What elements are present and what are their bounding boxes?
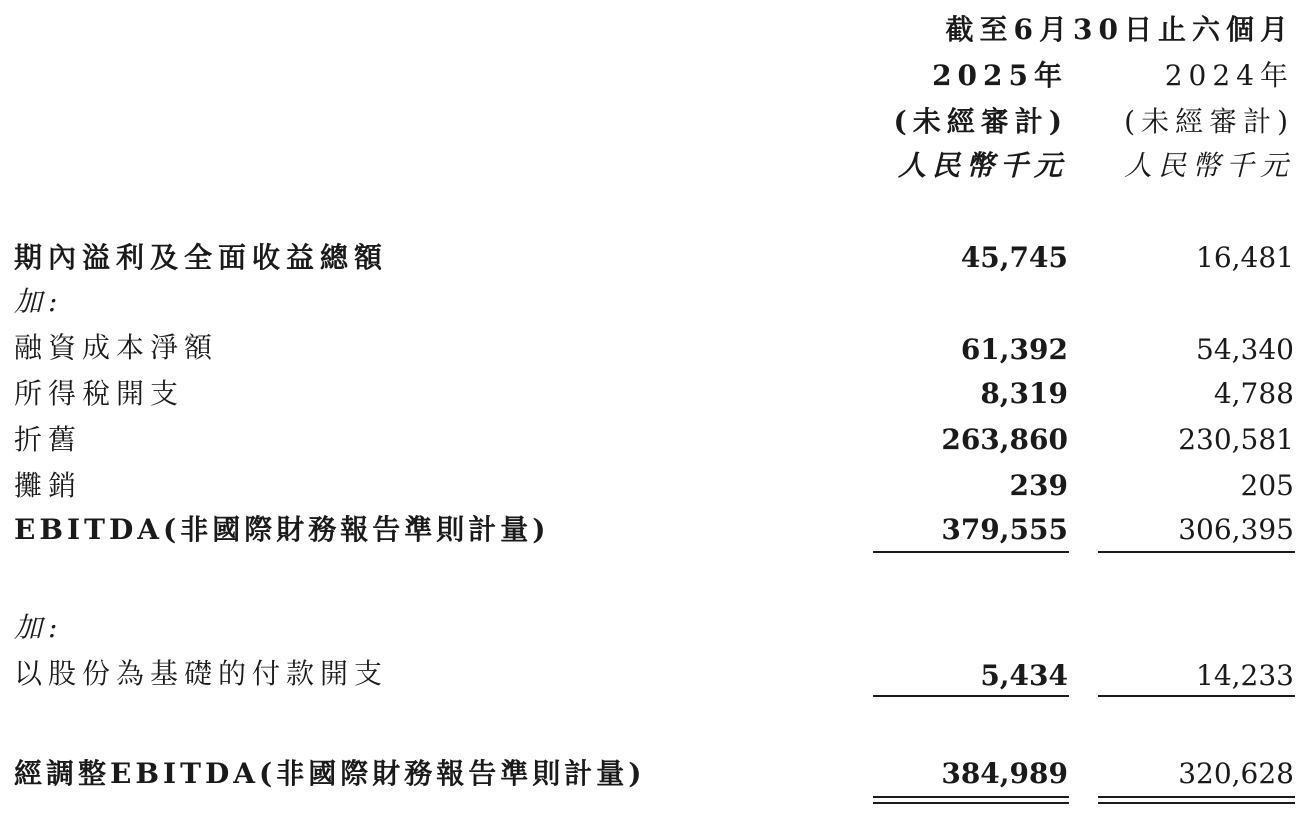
- period-header: 截至6月30日止六個月: [945, 13, 1294, 46]
- depreciation-2025: 263,860: [941, 423, 1068, 456]
- share-payment-2024-underline: [1098, 695, 1295, 697]
- ebitda-2025-underline: [873, 551, 1069, 553]
- adjusted-ebitda-2025: 384,989: [941, 757, 1068, 790]
- col-2025-unit: 人民幣千元: [897, 149, 1068, 182]
- add-label-2: 加:: [14, 611, 64, 644]
- col-2025-audit: (未經審計): [893, 105, 1068, 138]
- adjusted-ebitda-2024: 320,628: [1178, 757, 1294, 790]
- adjusted-ebitda-2024-double-underline-bottom: [1098, 802, 1295, 804]
- adjusted-ebitda-2025-double-underline-top: [873, 796, 1069, 798]
- adjusted-ebitda-label: 經調整EBITDA(非國際財務報告準則計量): [14, 757, 646, 790]
- finance-cost-2025: 61,392: [960, 333, 1068, 366]
- amortization-label: 攤銷: [14, 469, 83, 502]
- share-payment-label: 以股份為基礎的付款開支: [14, 657, 389, 690]
- amortization-2024: 205: [1240, 469, 1294, 502]
- share-payment-2025-underline: [873, 695, 1069, 697]
- ebitda-2024: 306,395: [1178, 513, 1294, 546]
- total-profit-label: 期內溢利及全面收益總額: [14, 241, 389, 274]
- col-2025-year: 2025年: [932, 59, 1068, 92]
- col-2024-unit: 人民幣千元: [1123, 149, 1294, 182]
- total-profit-2025: 45,745: [960, 241, 1068, 274]
- income-tax-2024: 4,788: [1213, 377, 1294, 410]
- finance-cost-label: 融資成本淨額: [14, 331, 219, 364]
- depreciation-2024: 230,581: [1178, 423, 1294, 456]
- col-2024-year: 2024年: [1164, 59, 1294, 92]
- depreciation-label: 折舊: [14, 423, 83, 456]
- col-2024-audit: (未經審計): [1124, 105, 1294, 138]
- total-profit-2024: 16,481: [1196, 241, 1294, 274]
- ebitda-2024-underline: [1098, 551, 1295, 553]
- finance-cost-2024: 54,340: [1196, 333, 1294, 366]
- amortization-2025: 239: [1009, 469, 1068, 502]
- income-tax-label: 所得稅開支: [14, 377, 185, 410]
- adjusted-ebitda-2024-double-underline-top: [1098, 796, 1295, 798]
- ebitda-2025: 379,555: [941, 513, 1068, 546]
- share-payment-2024: 14,233: [1196, 659, 1294, 692]
- share-payment-2025: 5,434: [980, 659, 1068, 692]
- add-label: 加:: [14, 285, 64, 318]
- income-tax-2025: 8,319: [980, 377, 1068, 410]
- ebitda-label: EBITDA(非國際財務報告準則計量): [14, 513, 550, 546]
- adjusted-ebitda-2025-double-underline-bottom: [873, 802, 1069, 804]
